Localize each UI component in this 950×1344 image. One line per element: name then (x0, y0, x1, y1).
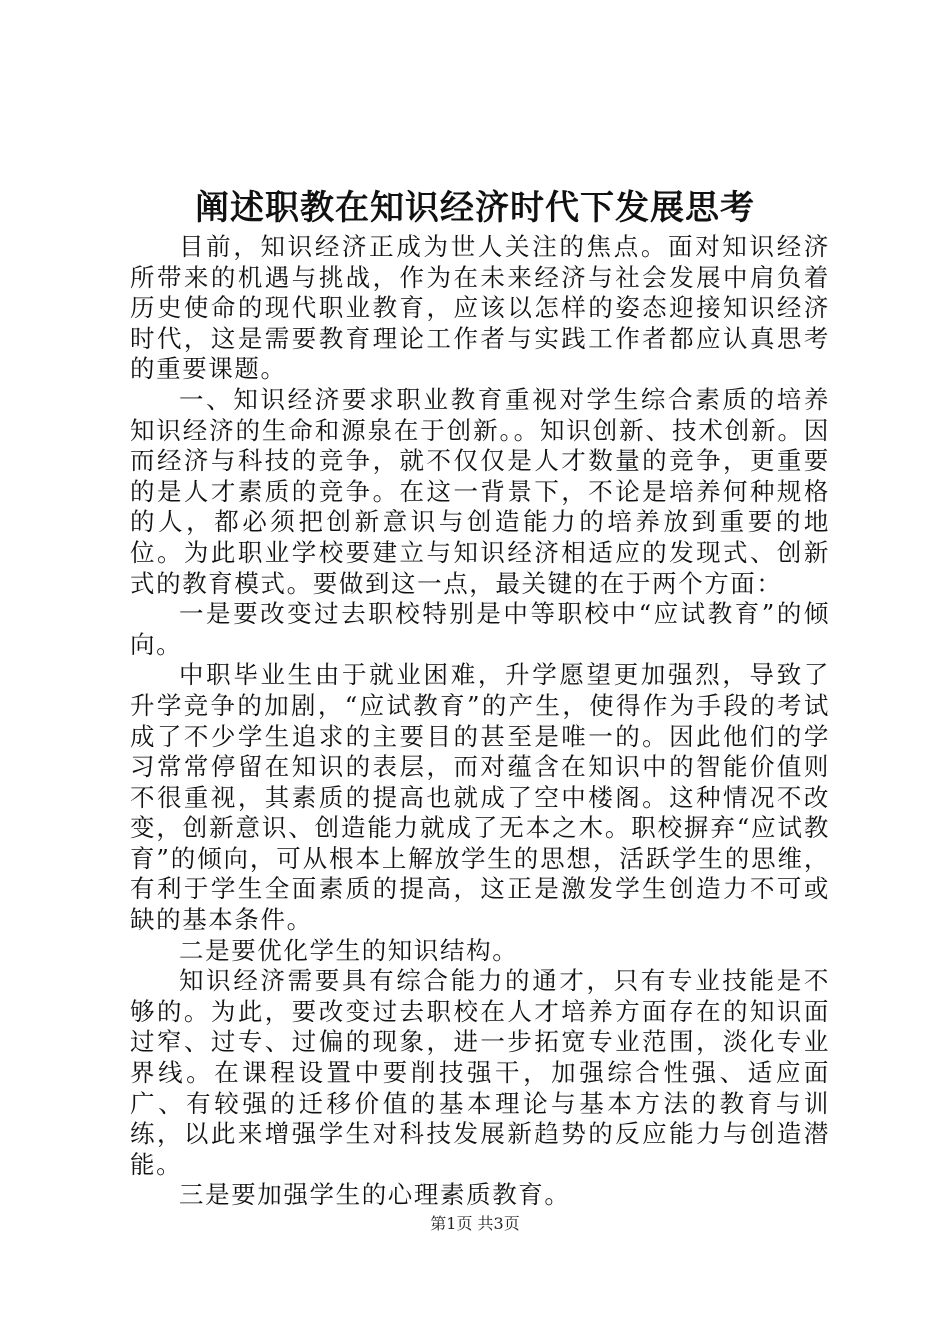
paragraph-point-one: 一是要改变过去职校特别是中等职校中“应试教育”的倾向。 (130, 599, 830, 659)
paragraph-section-one: 一、知识经济要求职业教育重视对学生综合素质的培养知识经济的生命和源泉在于创新。。知识创新、技术创新。因而经济与科技的竞争，就不仅仅是人才数量的竞争，更重要的是人才素质的竞争。在这一背景下，不论是培养何种规格的人，都必须把创新意识与创造能力的培养放到重要的地位。为此职业学校要建立与知识经济相适应的发现式、创新式的教育模式。要做到这一点，最关键的在于两个方面： (130, 384, 830, 598)
paragraph-point-two-detail: 知识经济需要具有综合能力的通才，只有专业技能是不够的。为此，要改变过去职校在人才培养方面存在的知识面过窄、过专、过偏的现象，进一步拓宽专业范围，淡化专业界线。在课程设置中要削技强干，加强综合性强、适应面广、有较强的迁移价值的基本理论与基本方法的教育与训练，以此来增强学生对科技发展新趋势的反应能力与创造潜能。 (130, 966, 830, 1179)
document-body (130, 232, 830, 1211)
paragraph-point-one-detail: 中职毕业生由于就业困难，升学愿望更加强烈，导致了升学竞争的加剧，“应试教育”的产生，使得作为手段的考试成了不少学生追求的主要目的甚至是唯一的。因此他们的学习常常停留在知识的表层，而对蕴含在知识中的智能价值则不很重视，其素质的提高也就成了空中楼阁。这种情况不改变，创新意识、创造能力就成了无本之木。职校摒弃“应试教育”的倾向，可从根本上解放学生的思想，活跃学生的思维，有利于学生全面素质的提高，这正是激发学生创造力不可或缺的基本条件。 (130, 660, 830, 935)
page-number-footer: 第1页 共3页 (430, 1214, 520, 1233)
paragraph-intro: 目前，知识经济正成为世人关注的焦点。面对知识经济所带来的机遇与挑战，作为在未来经济与社会发展中肩负着历史使命的现代职业教育，应该以怎样的姿态迎接知识经济时代，这是需要教育理论工作者与实践工作者都应认真思考的重要课题。 (130, 232, 830, 384)
document-title: 阐述职教在知识经济时代下发展思考 (195, 188, 755, 228)
paragraph-point-three: 三是要加强学生的心理素质教育。 (179, 1180, 571, 1210)
paragraph-point-two: 二是要优化学生的知识结构。 (179, 935, 519, 965)
